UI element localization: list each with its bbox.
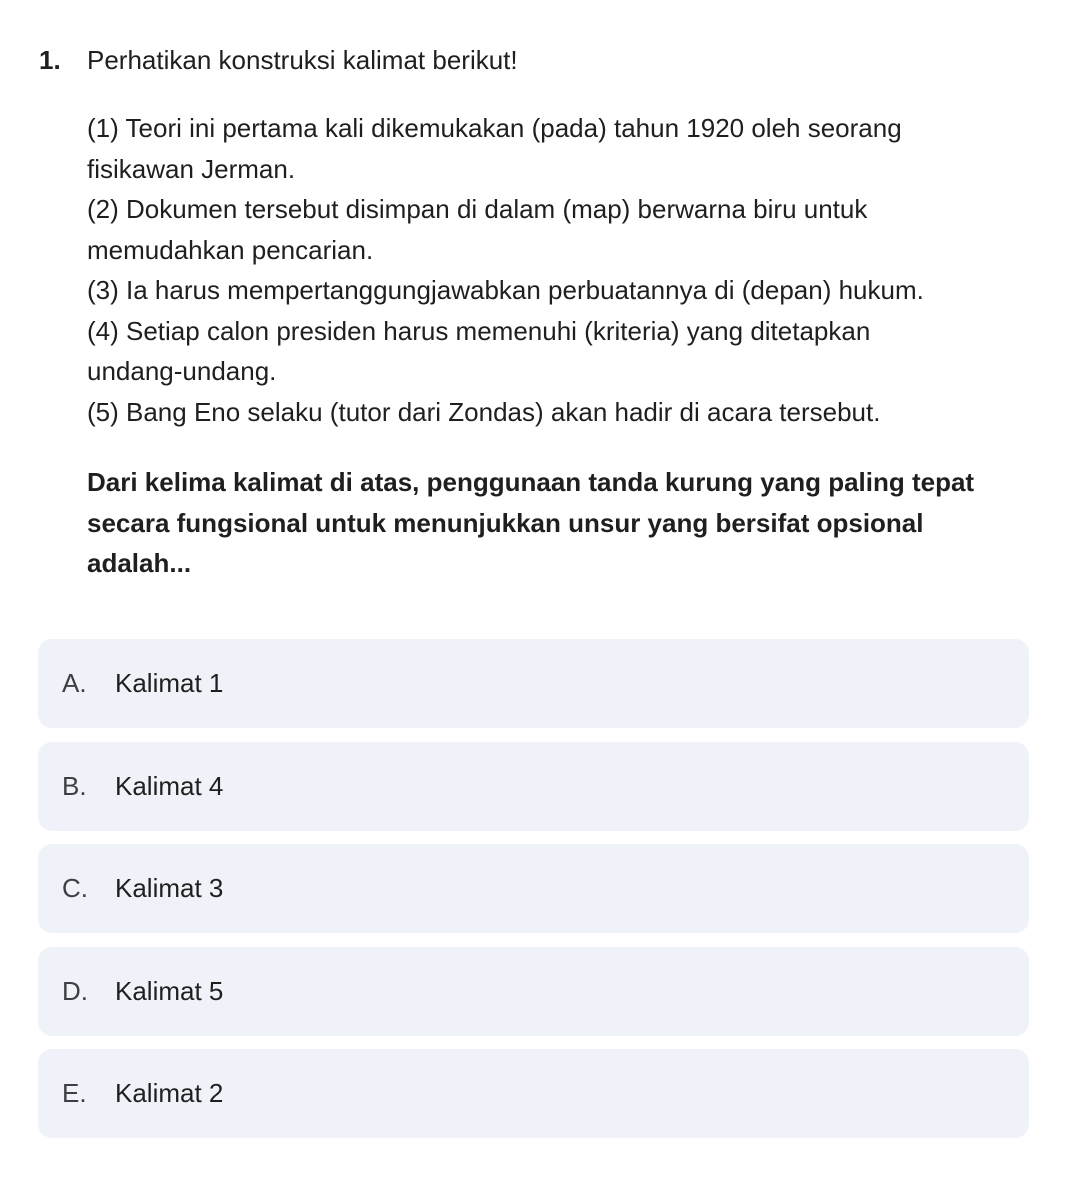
option-letter: C.: [62, 873, 88, 903]
question-prompt: [87, 462, 1027, 584]
sentence-line: undang-undang.: [87, 356, 277, 386]
option-label: Kalimat 5: [115, 975, 224, 1006]
sentence-line: (5) Bang Eno selaku (tutor dari Zondas) akan hadir di acara tersebut.: [87, 396, 881, 427]
question-title: Perhatikan konstruksi kalimat berikut!: [87, 45, 518, 75]
option-label: Kalimat 1: [115, 668, 224, 698]
option-b[interactable]: [38, 742, 1029, 831]
sentence-line: (2) Dokumen tersebut disimpan di dalam (map) berwarna biru untuk: [87, 194, 868, 224]
prompt-line: secara fungsional untuk menunjukkan unsur yang bersifat opsional: [87, 507, 924, 538]
option-e[interactable]: [38, 1049, 1029, 1138]
option-label: Kalimat 4: [115, 770, 224, 801]
option-letter: D.: [62, 975, 88, 1006]
prompt-line: adalah...: [87, 548, 192, 578]
option-d[interactable]: [38, 947, 1029, 1036]
option-c[interactable]: [38, 844, 1029, 933]
question-number: 1.: [39, 45, 61, 75]
option-letter: A.: [62, 668, 87, 698]
answer-options: [38, 639, 1029, 1152]
option-letter: E.: [62, 1078, 87, 1108]
sentence-list: [87, 108, 1027, 432]
option-label: Kalimat 2: [115, 1078, 224, 1108]
sentence-line: (4) Setiap calon presiden harus memenuhi (kriteria) yang ditetapkan: [87, 315, 871, 346]
prompt-line: Dari kelima kalimat di atas, penggunaan tanda kurung yang paling tepat: [87, 467, 975, 497]
option-letter: B.: [62, 770, 87, 801]
sentence-line: fisikawan Jerman.: [87, 153, 296, 184]
option-a[interactable]: [38, 639, 1029, 728]
option-label: Kalimat 3: [115, 873, 224, 903]
sentence-line: memudahkan pencarian.: [87, 234, 374, 265]
sentence-line: (1) Teori ini pertama kali dikemukakan (pada) tahun 1920 oleh seorang: [87, 113, 902, 143]
sentence-line: (3) Ia harus mempertanggungjawabkan perbuatannya di (depan) hukum.: [87, 275, 924, 305]
